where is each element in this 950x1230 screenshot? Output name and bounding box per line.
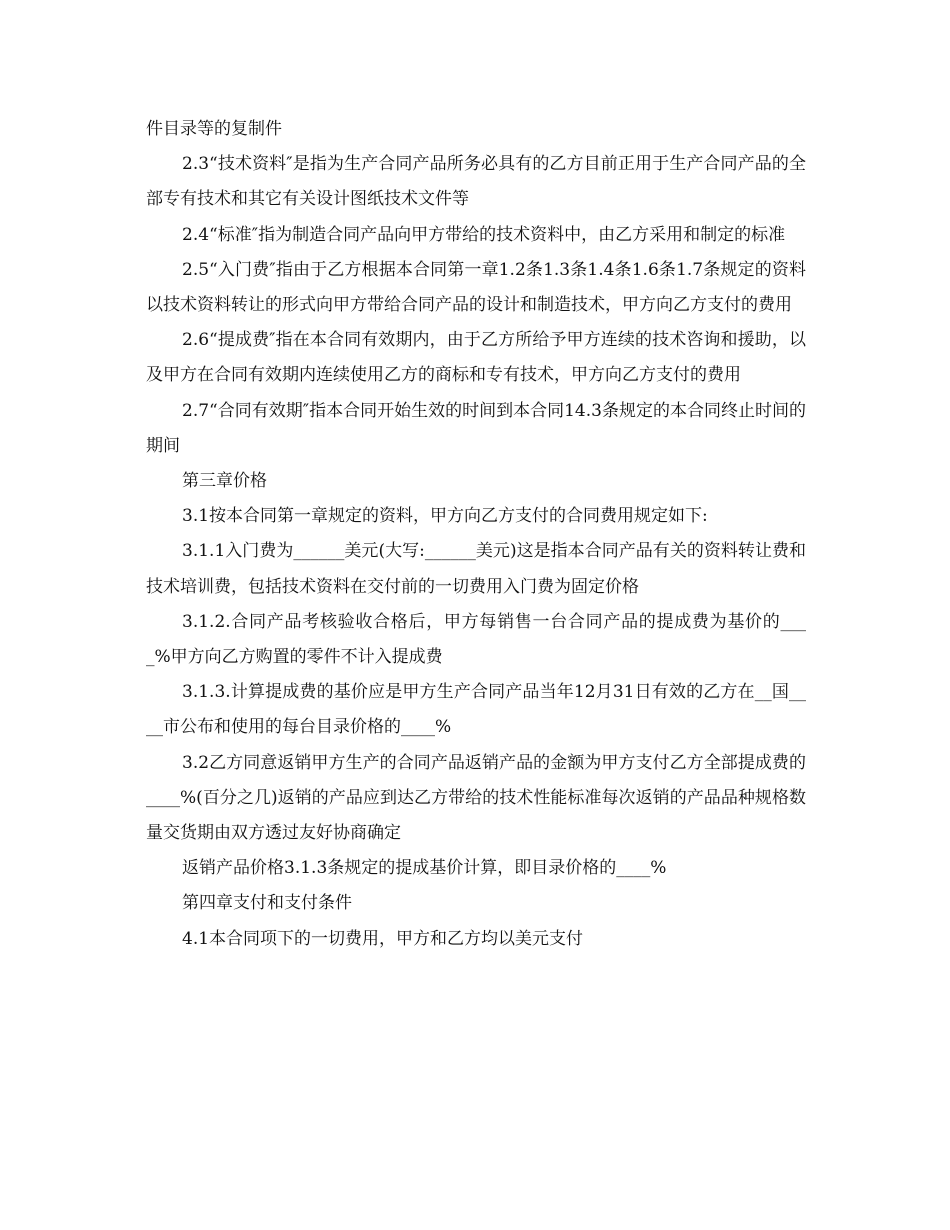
paragraph-4-1: 4.1本合同项下的一切费用，甲方和乙方均以美元支付 [182,928,584,949]
paragraph-3-1-1: 3.1.1入门费为______美元(大写:______美元)这是指本合同产品有关的资料转让费和技术培训费，包括技术资料在交付前的一切费用入门费为固定价格 [146,541,806,597]
paragraph-2-6: 2.6“提成费″指在本合同有效期内，由于乙方所给予甲方连续的技术咨询和援助，以及甲方在合同有效期内连续使用乙方的商标和专有技术，甲方向乙方支付的费用 [146,330,806,386]
paragraph-2-3: 2.3“技术资料″是指为生产合同产品所务必具有的乙方目前正用于生产合同产品的全部专有技术和其它有关设计图纸技术文件等 [146,154,806,210]
paragraph-3-1-2: 3.1.2.合同产品考核验收合格后，甲方每销售一台合同产品的提成费为基价的____%甲方向乙方购置的零件不计入提成费 [146,611,806,668]
paragraph-continuation: 件目录等的复制件 [146,119,282,139]
chapter-3-heading: 第三章价格 [182,471,267,492]
paragraph-buyback-price: 返销产品价格3.1.3条规定的提成基价计算，即目录价格的____% [182,858,667,879]
document-body [146,112,806,957]
chapter-4-heading: 第四章支付和支付条件 [182,893,352,914]
paragraph-3-1: 3.1按本合同第一章规定的资料，甲方向乙方支付的合同费用规定如下: [182,506,708,527]
paragraph-3-2: 3.2乙方同意返销甲方生产的合同产品返销产品的金额为甲方支付乙方全部提成费的____%(百分之几)返销的产品应到达乙方带给的技术性能标准每次返销的产品品种规格数量交货期由双方透过友好协商确定 [146,752,806,844]
paragraph-2-7: 2.7“合同有效期″指本合同开始生效的时间到本合同14.3条规定的本合同终止时间的期间 [146,400,806,456]
paragraph-2-4: 2.4“标准″指为制造合同产品向甲方带给的技术资料中，由乙方采用和制定的标准 [182,224,786,245]
paragraph-3-1-3: 3.1.3.计算提成费的基价应是甲方生产合同产品当年12月31日有效的乙方在__国____市公布和使用的每台目录价格的____% [146,682,806,738]
paragraph-2-5: 2.5“入门费″指由于乙方根据本合同第一章1.2条1.3条1.4条1.6条1.7条规定的资料以技术资料转让的形式向甲方带给合同产品的设计和制造技术，甲方向乙方支付的费用 [146,259,806,316]
